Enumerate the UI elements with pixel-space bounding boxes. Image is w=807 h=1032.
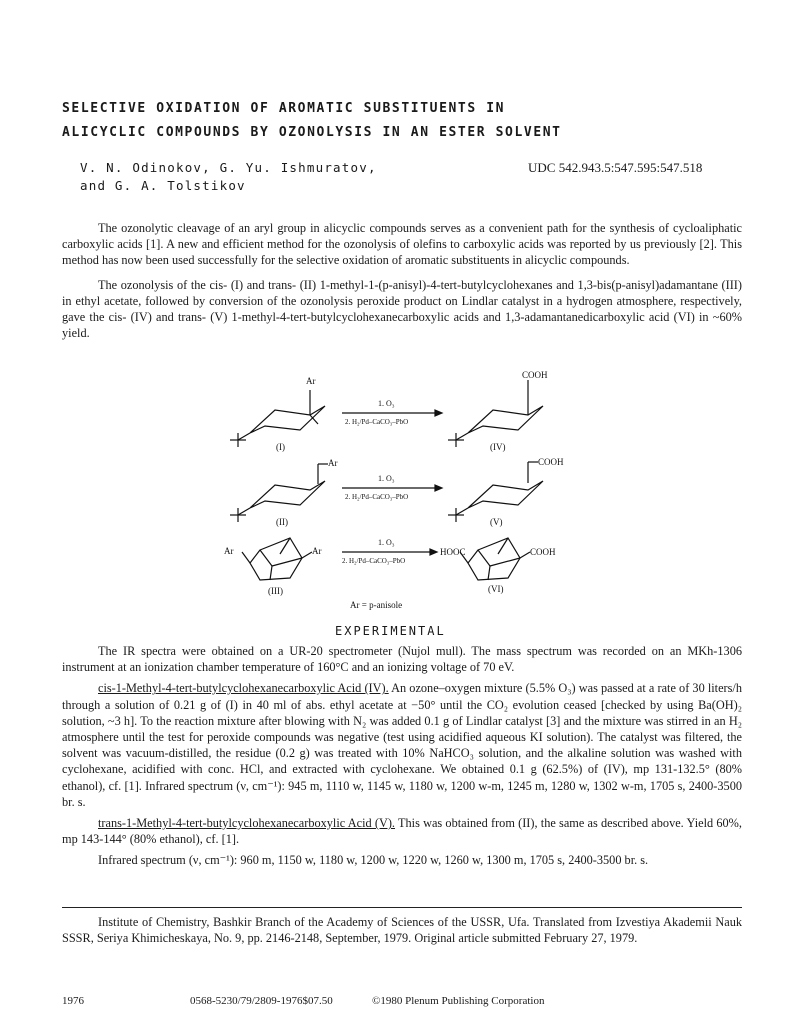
reaction-scheme [220, 368, 580, 613]
title-line-2: ALICYCLIC COMPOUNDS BY OZONOLYSIS IN AN ESTER SOLVENT [62, 125, 562, 140]
experimental-paragraph-2 [62, 680, 742, 810]
cooh-label-V: COOH [538, 457, 564, 467]
reagent-step2-row1: 2. H₂/Pd–CaCO₃–PbO [345, 418, 409, 426]
ar-right-label-III: Ar [312, 546, 322, 556]
reagent-step2-row2: 2. H₂/Pd–CaCO₃–PbO [345, 493, 409, 501]
udc-code: UDC 542.943.5:547.595:547.518 [528, 160, 703, 175]
cooh-label-IV: COOH [522, 370, 548, 380]
hooc-label-VI: HOOC [440, 547, 466, 557]
adamantane-III [242, 538, 312, 580]
compound-label-III: (III) [268, 586, 283, 596]
footnote-divider [62, 907, 742, 908]
cyclohexane-ring-V [468, 481, 543, 508]
reagent-step1-row1: 1. O₃ [378, 399, 395, 408]
ar-label-I: Ar [306, 376, 316, 386]
experimental-paragraph-1: The IR spectra were obtained on a UR-20 spectrometer (Nujol mull). The mass spectrum was recorded on an MKh-1306 instrument at an ionization chamber temperature of 160°C and an ionizing voltage of 70 eV. [62, 644, 742, 675]
intro-paragraph-1: The ozonolytic cleavage of an aryl group in alicyclic compounds serves as a convenient path for the synthesis of cycloaliphatic carboxylic acids [1]. A new and efficient method for the ozonolysis of olefins to carboxylic acids was reported by us previously [2]. This method has now been used successfully for the selective oxidation of aromatic substituents in alicyclic compounds. [62, 221, 742, 268]
footnote-text: Institute of Chemistry, Bashkir Branch of the Academy of Sciences of the USSR, Ufa. Translated from Izvestiya Akademii Nauk SSSR, Seriya Khimicheskaya, No. 9, pp. 2146-2148, September, 1979. Original article submitted February 27, 1979. [62, 915, 742, 946]
compound-label-V: (V) [490, 517, 503, 527]
adamantane-VI [460, 538, 530, 580]
compound-V-heading: trans-1-Methyl-4-tert-butylcyclohexanecarboxylic Acid (V). [98, 816, 396, 831]
cooh-label-VI: COOH [530, 547, 556, 557]
intro-paragraph-2: The ozonolysis of the cis- (I) and trans- (II) 1-methyl-1-(p-anisyl)-4-tert-butylcyclohexanes and 1,3-bis(p-anisyl)adamantane (III) in ethyl acetate, followed by conversion of the ozonolysis peroxide product on Lindlar catalyst in a hydrogen atmosphere, respectively, gave the cis- (IV) and trans- (V) 1-methyl-4-tert-butylcyclohexanecarboxylic acids and 1,3-adamantanedicarboxylic acid (VI) in ~60% yield. [62, 277, 742, 341]
scheme-legend: Ar = p-anisole [350, 600, 403, 610]
compound-label-I: (I) [276, 442, 285, 452]
reagent-step1-row2: 1. O₃ [378, 474, 395, 483]
compound-label-II: (II) [276, 517, 288, 527]
page-number: 1976 [62, 995, 84, 1007]
ar-left-label-III: Ar [224, 546, 234, 556]
cyclohexane-ring-II [250, 481, 325, 508]
cyclohexane-ring-IV [468, 406, 543, 433]
intro-section [62, 220, 742, 341]
ar-label-II: Ar [328, 458, 338, 468]
footnote-section [62, 914, 742, 946]
experimental-heading: EXPERIMENTAL [335, 624, 446, 638]
copyright-notice: ©1980 Plenum Publishing Corporation [372, 995, 545, 1007]
experimental-paragraph-4: Infrared spectrum (ν, cm⁻¹): 960 m, 1150 w, 1180 w, 1200 w, 1220 w, 1260 w, 1300 m, 1705 s, 2400-3500 br. s. [98, 853, 649, 868]
compound-label-IV: (IV) [490, 442, 506, 452]
compound-IV-heading: cis-1-Methyl-4-tert-butylcyclohexanecarboxylic Acid (IV). [98, 681, 389, 696]
authors-line-2: and G. A. Tolstikov [80, 178, 246, 193]
reagent-step2-row3: 2. H₂/Pd–CaCO₃–PbO [342, 557, 406, 565]
reagent-step1-row3: 1. O₃ [378, 538, 395, 547]
compound-label-VI: (VI) [488, 584, 504, 594]
compound-IV-body: An ozone–oxygen mixture (5.5% O₃) was passed at a rate of 30 liters/h through a solution of 0.21 g of (I) in 40 ml of abs. ethyl acetate at −50° until the CO₂ evolution ceased [checked by using Ba(OH)₂ solution, ~3 h]. To the reaction mixture after blowing with N₂ was added 0.1 g of Lindlar catalyst [3] and the mixture was stirred in an H₂ atmosphere until the test for peroxide compounds was negative (test using acidified aqueous KI solution). The catalyst was filtered, the solvent was vacuum-distilled, the residue (0.2 g) was treated with 10% NaHCO₃ solution, and the alkaline solution was washed with cyclohexane, acidified with conc. HCl, and extracted with cyclohexane. We obtained 0.1 g (62.5%) of (IV), mp 131-132.5° (80% ethanol), cf. [1]. Infrared spectrum (ν, cm⁻¹): 945 m, 1110 w, 1145 w, 1180 w, 1200 w-m, 1245 m, 1280 w, 1302 w-m, 1705 s, 2400-3500 br. s. [62, 681, 742, 809]
title-line-1: SELECTIVE OXIDATION OF AROMATIC SUBSTITUENTS IN [62, 101, 506, 116]
experimental-paragraph-3 [62, 815, 742, 847]
experimental-section [62, 643, 742, 869]
authors-line-1: V. N. Odinokov, G. Yu. Ishmuratov, [80, 160, 377, 175]
compound-V-body: This was obtained from (II), the same as described above. Yield 60%, mp 143-144° (80% ethanol), cf. [1]. [62, 816, 742, 847]
publication-code: 0568-5230/79/2809-1976$07.50 [190, 995, 333, 1007]
